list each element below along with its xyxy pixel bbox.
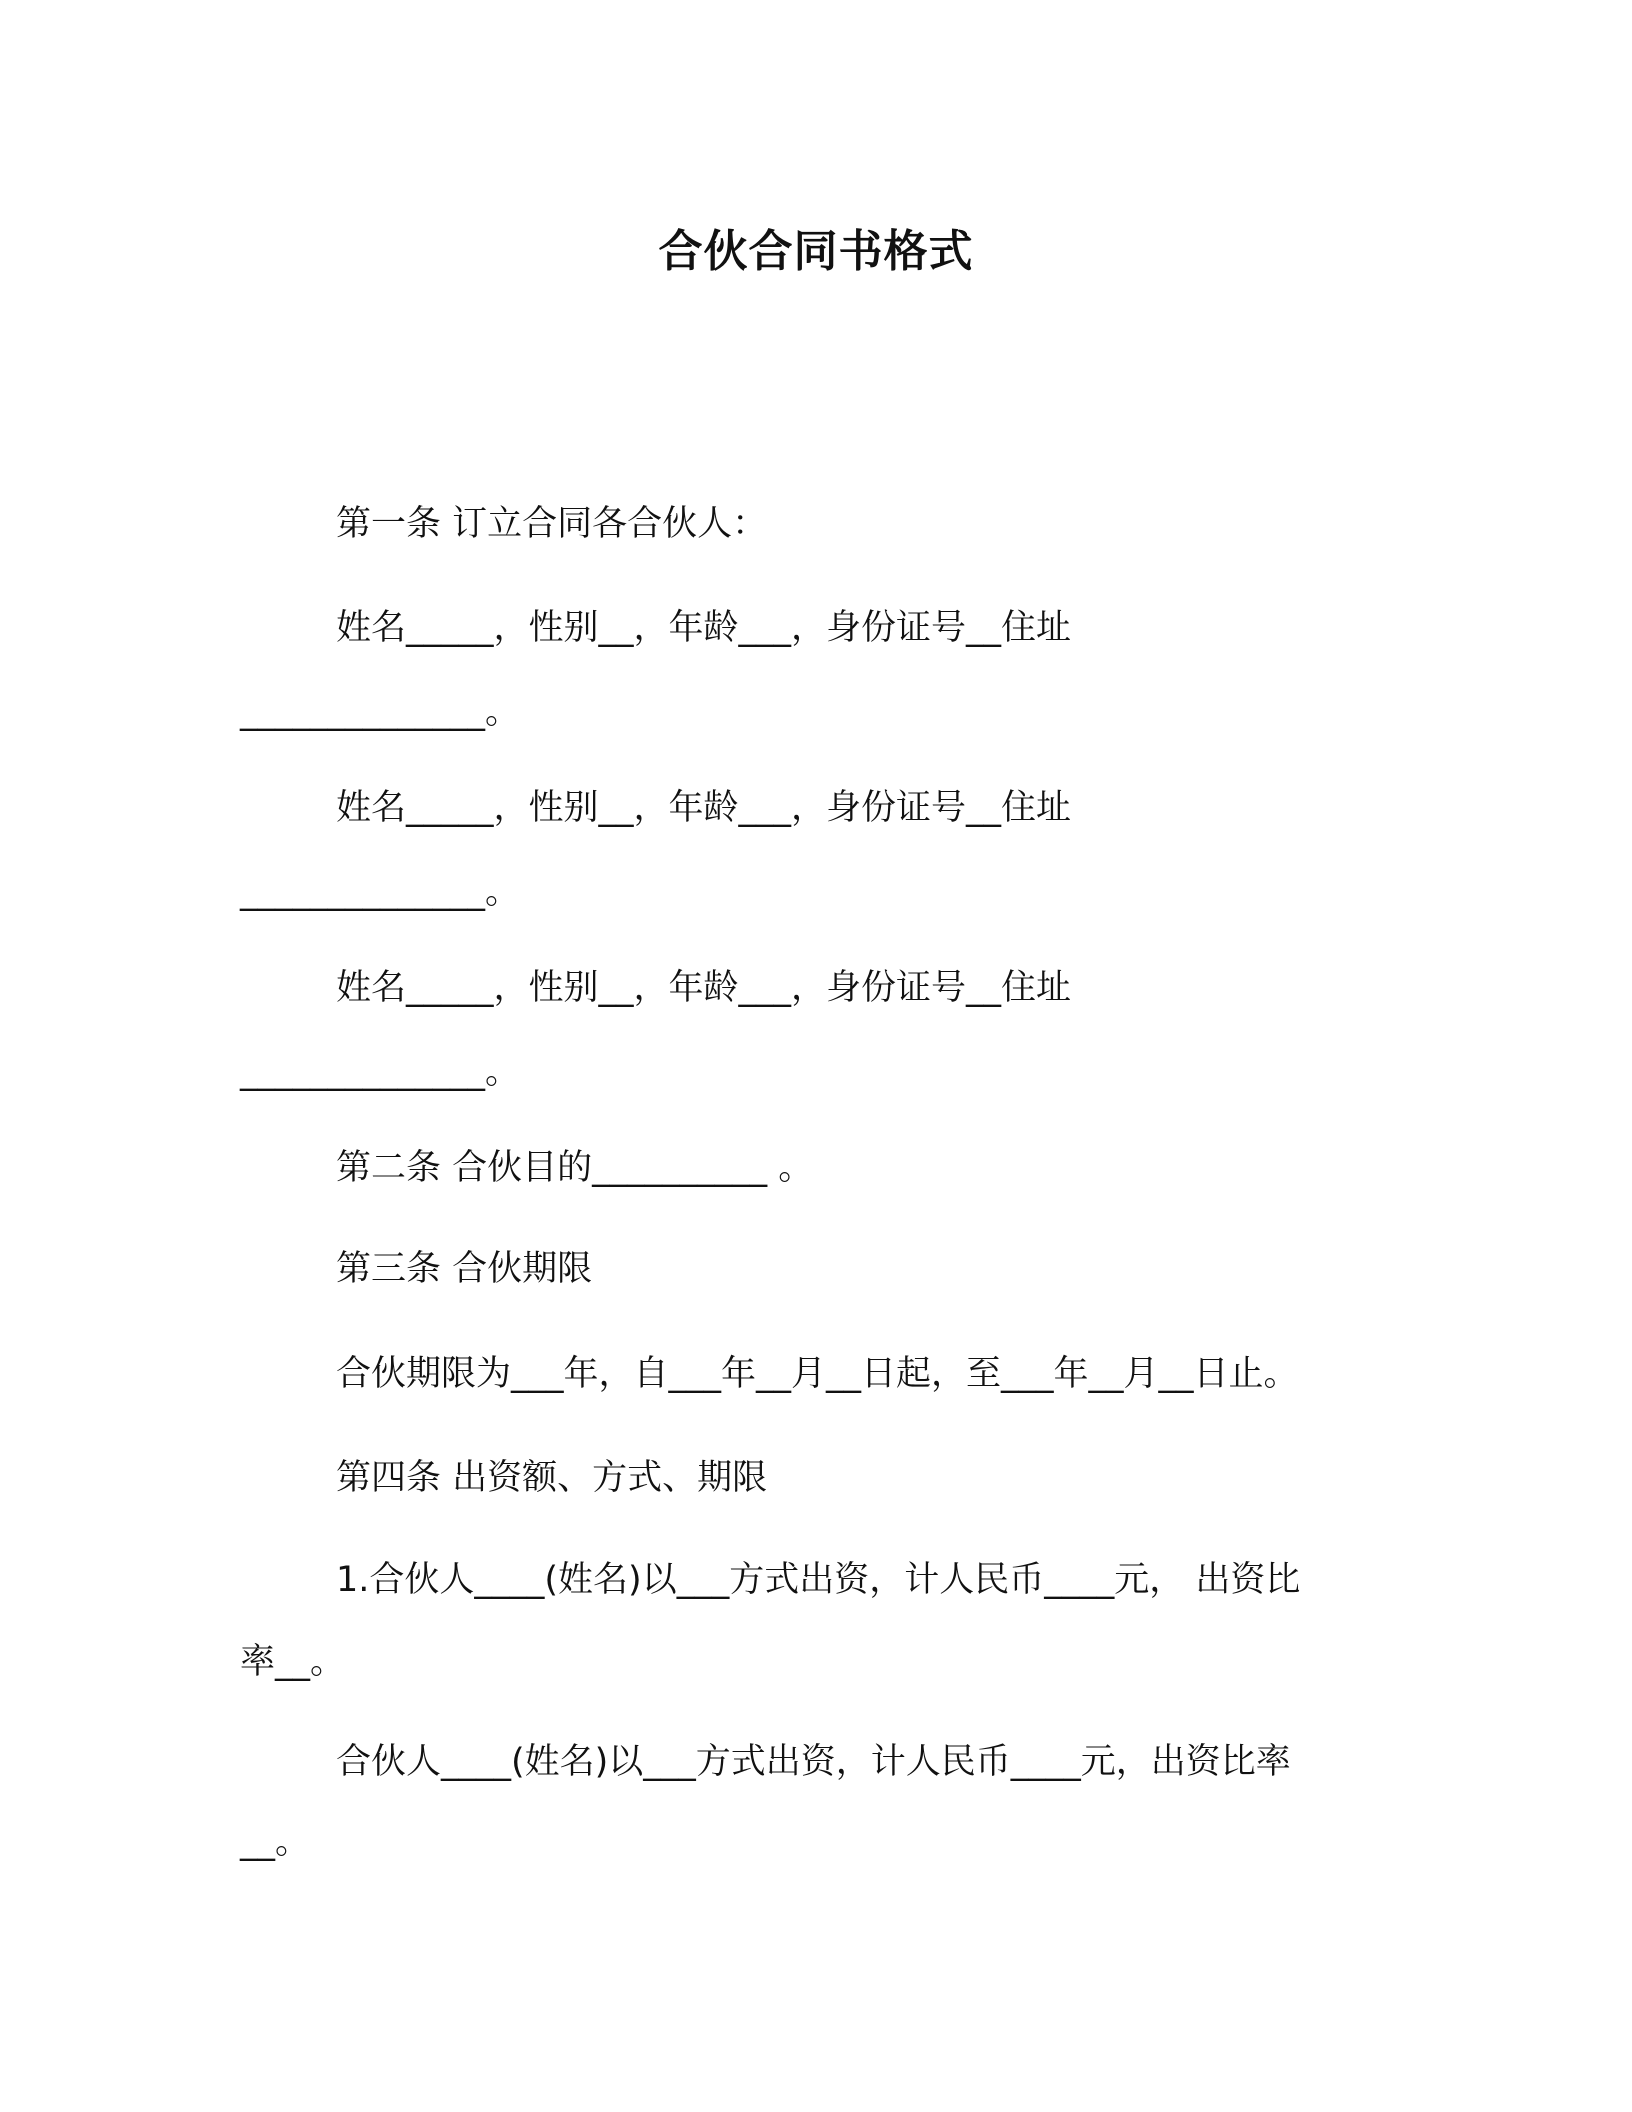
- article-2: 第二条 合伙目的__________ 。: [336, 1148, 814, 1188]
- partner-1-address: ______________。: [240, 692, 521, 732]
- contribution-1: 1.合伙人____(姓名)以___方式出资，计人民币____元， 出资比: [336, 1560, 1301, 1600]
- partner-3-info: 姓名_____，性别__，年龄___，身份证号__住址: [336, 968, 1072, 1008]
- partner-1-info: 姓名_____，性别__，年龄___，身份证号__住址: [336, 608, 1072, 648]
- contribution-2: 合伙人____(姓名)以___方式出资，计人民币____元，出资比率: [336, 1742, 1291, 1782]
- partner-2-address: ______________。: [240, 872, 521, 912]
- partnership-term: 合伙期限为___年，自___年__月__日起，至___年__月__日止。: [336, 1354, 1299, 1394]
- article-3-heading: 第三条 合伙期限: [336, 1249, 593, 1289]
- article-1-heading: 第一条 订立合同各合伙人：: [336, 504, 768, 544]
- document-title: 合伙合同书格式: [658, 226, 974, 277]
- contribution-2-rate: __。: [240, 1822, 311, 1862]
- partner-3-address: ______________。: [240, 1052, 521, 1092]
- contribution-1-rate: 率__。: [240, 1642, 346, 1682]
- partner-2-info: 姓名_____，性别__，年龄___，身份证号__住址: [336, 788, 1072, 828]
- article-4-heading: 第四条 出资额、方式、期限: [336, 1458, 768, 1498]
